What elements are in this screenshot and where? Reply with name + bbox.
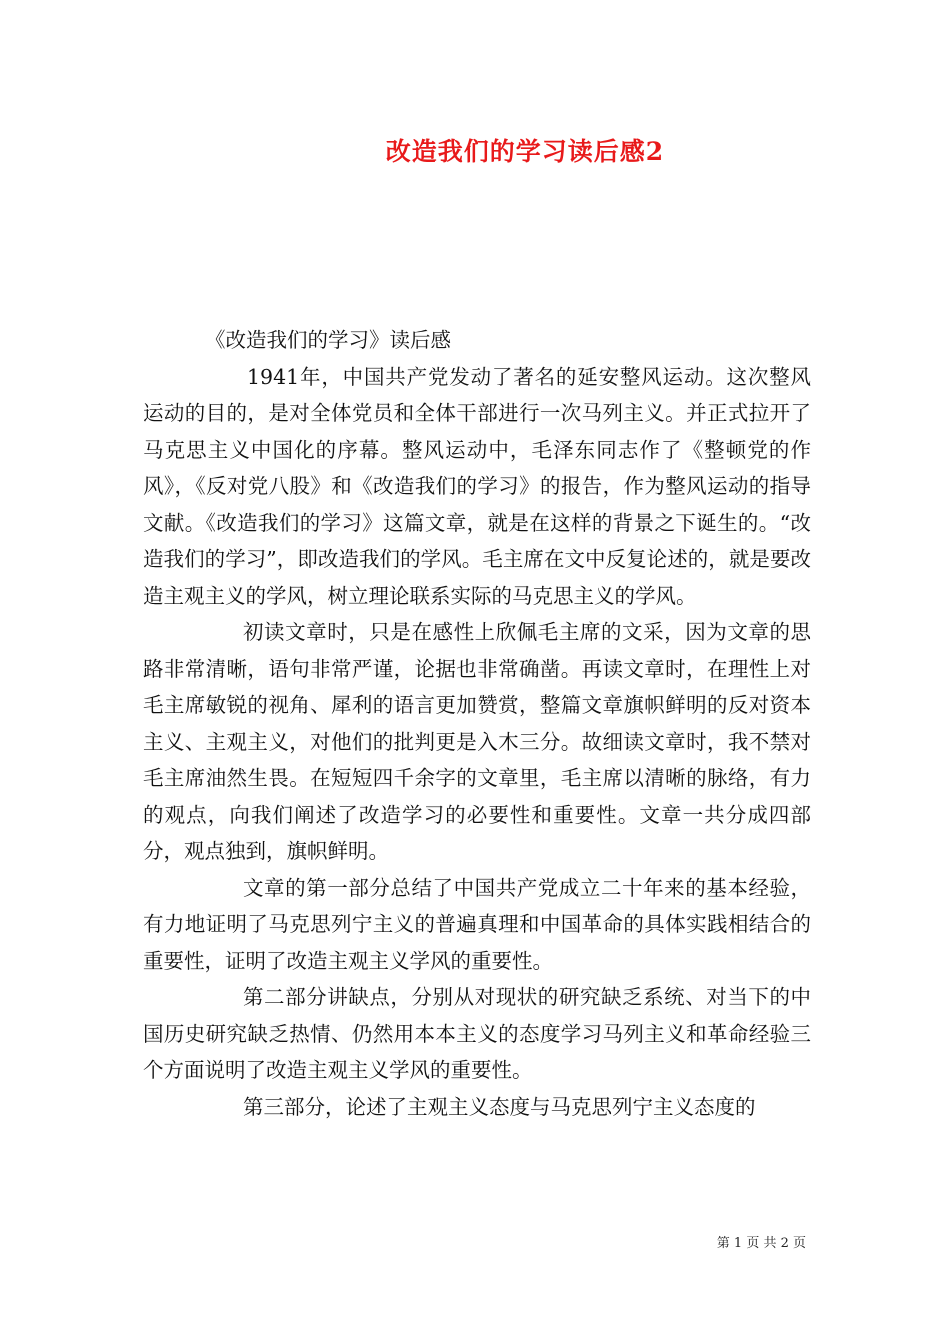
- page-title: 改造我们的学习读后感2: [385, 137, 665, 166]
- document-body: [143, 322, 811, 1125]
- paragraph-2: 初读文章时，只是在感性上欣佩毛主席的文采，因为文章的思路非常清晰，语句非常严谨，论据也非常确凿。再读文章时，在理性上对毛主席敏锐的视角、犀利的语言更加赞赏，整篇文章旗帜鲜明的反对资本主义、主观主义，对他们的批判更是入木三分。故细读文章时，我不禁对毛主席油然生畏。在短短四千余字的文章里，毛主席以清晰的脉络，有力的观点，向我们阐述了改造学习的必要性和重要性。文章一共分成四部分，观点独到，旗帜鲜明。: [143, 620, 811, 863]
- paragraph-4: 第二部分讲缺点，分别从对现状的研究缺乏系统、对当下的中国历史研究缺乏热情、仍然用本本主义的态度学习马列主义和革命经验三个方面说明了改造主观主义学风的重要性。: [143, 985, 811, 1082]
- paragraph-3: 文章的第一部分总结了中国共产党成立二十年来的基本经验，有力地证明了马克思列宁主义的普遍真理和中国革命的具体实践相结合的重要性，证明了改造主观主义学风的重要性。: [143, 875, 811, 973]
- page-number-footer: 第 1 页 共 2 页: [716, 1236, 806, 1251]
- paragraph-1: 1941年，中国共产党发动了著名的延安整风运动。这次整风运动的目的，是对全体党员和全体干部进行一次马列主义。并正式拉开了马克思主义中国化的序幕。整风运动中，毛泽东同志作了《整顿党的作风》，《反对党八股》和《改造我们的学习》的报告，作为整风运动的指导文献。《改造我们的学习》这篇文章，就是在这样的背景之下诞生的。“改造我们的学习”，即改造我们的学风。毛主席在文中反复论述的，就是要改造主观主义的学风，树立理论联系实际的马克思主义的学风。: [143, 364, 811, 608]
- paragraph-5: 第三部分，论述了主观主义态度与马克思列宁主义态度的: [243, 1094, 756, 1119]
- document-subtitle: 《改造我们的学习》读后感: [205, 328, 451, 352]
